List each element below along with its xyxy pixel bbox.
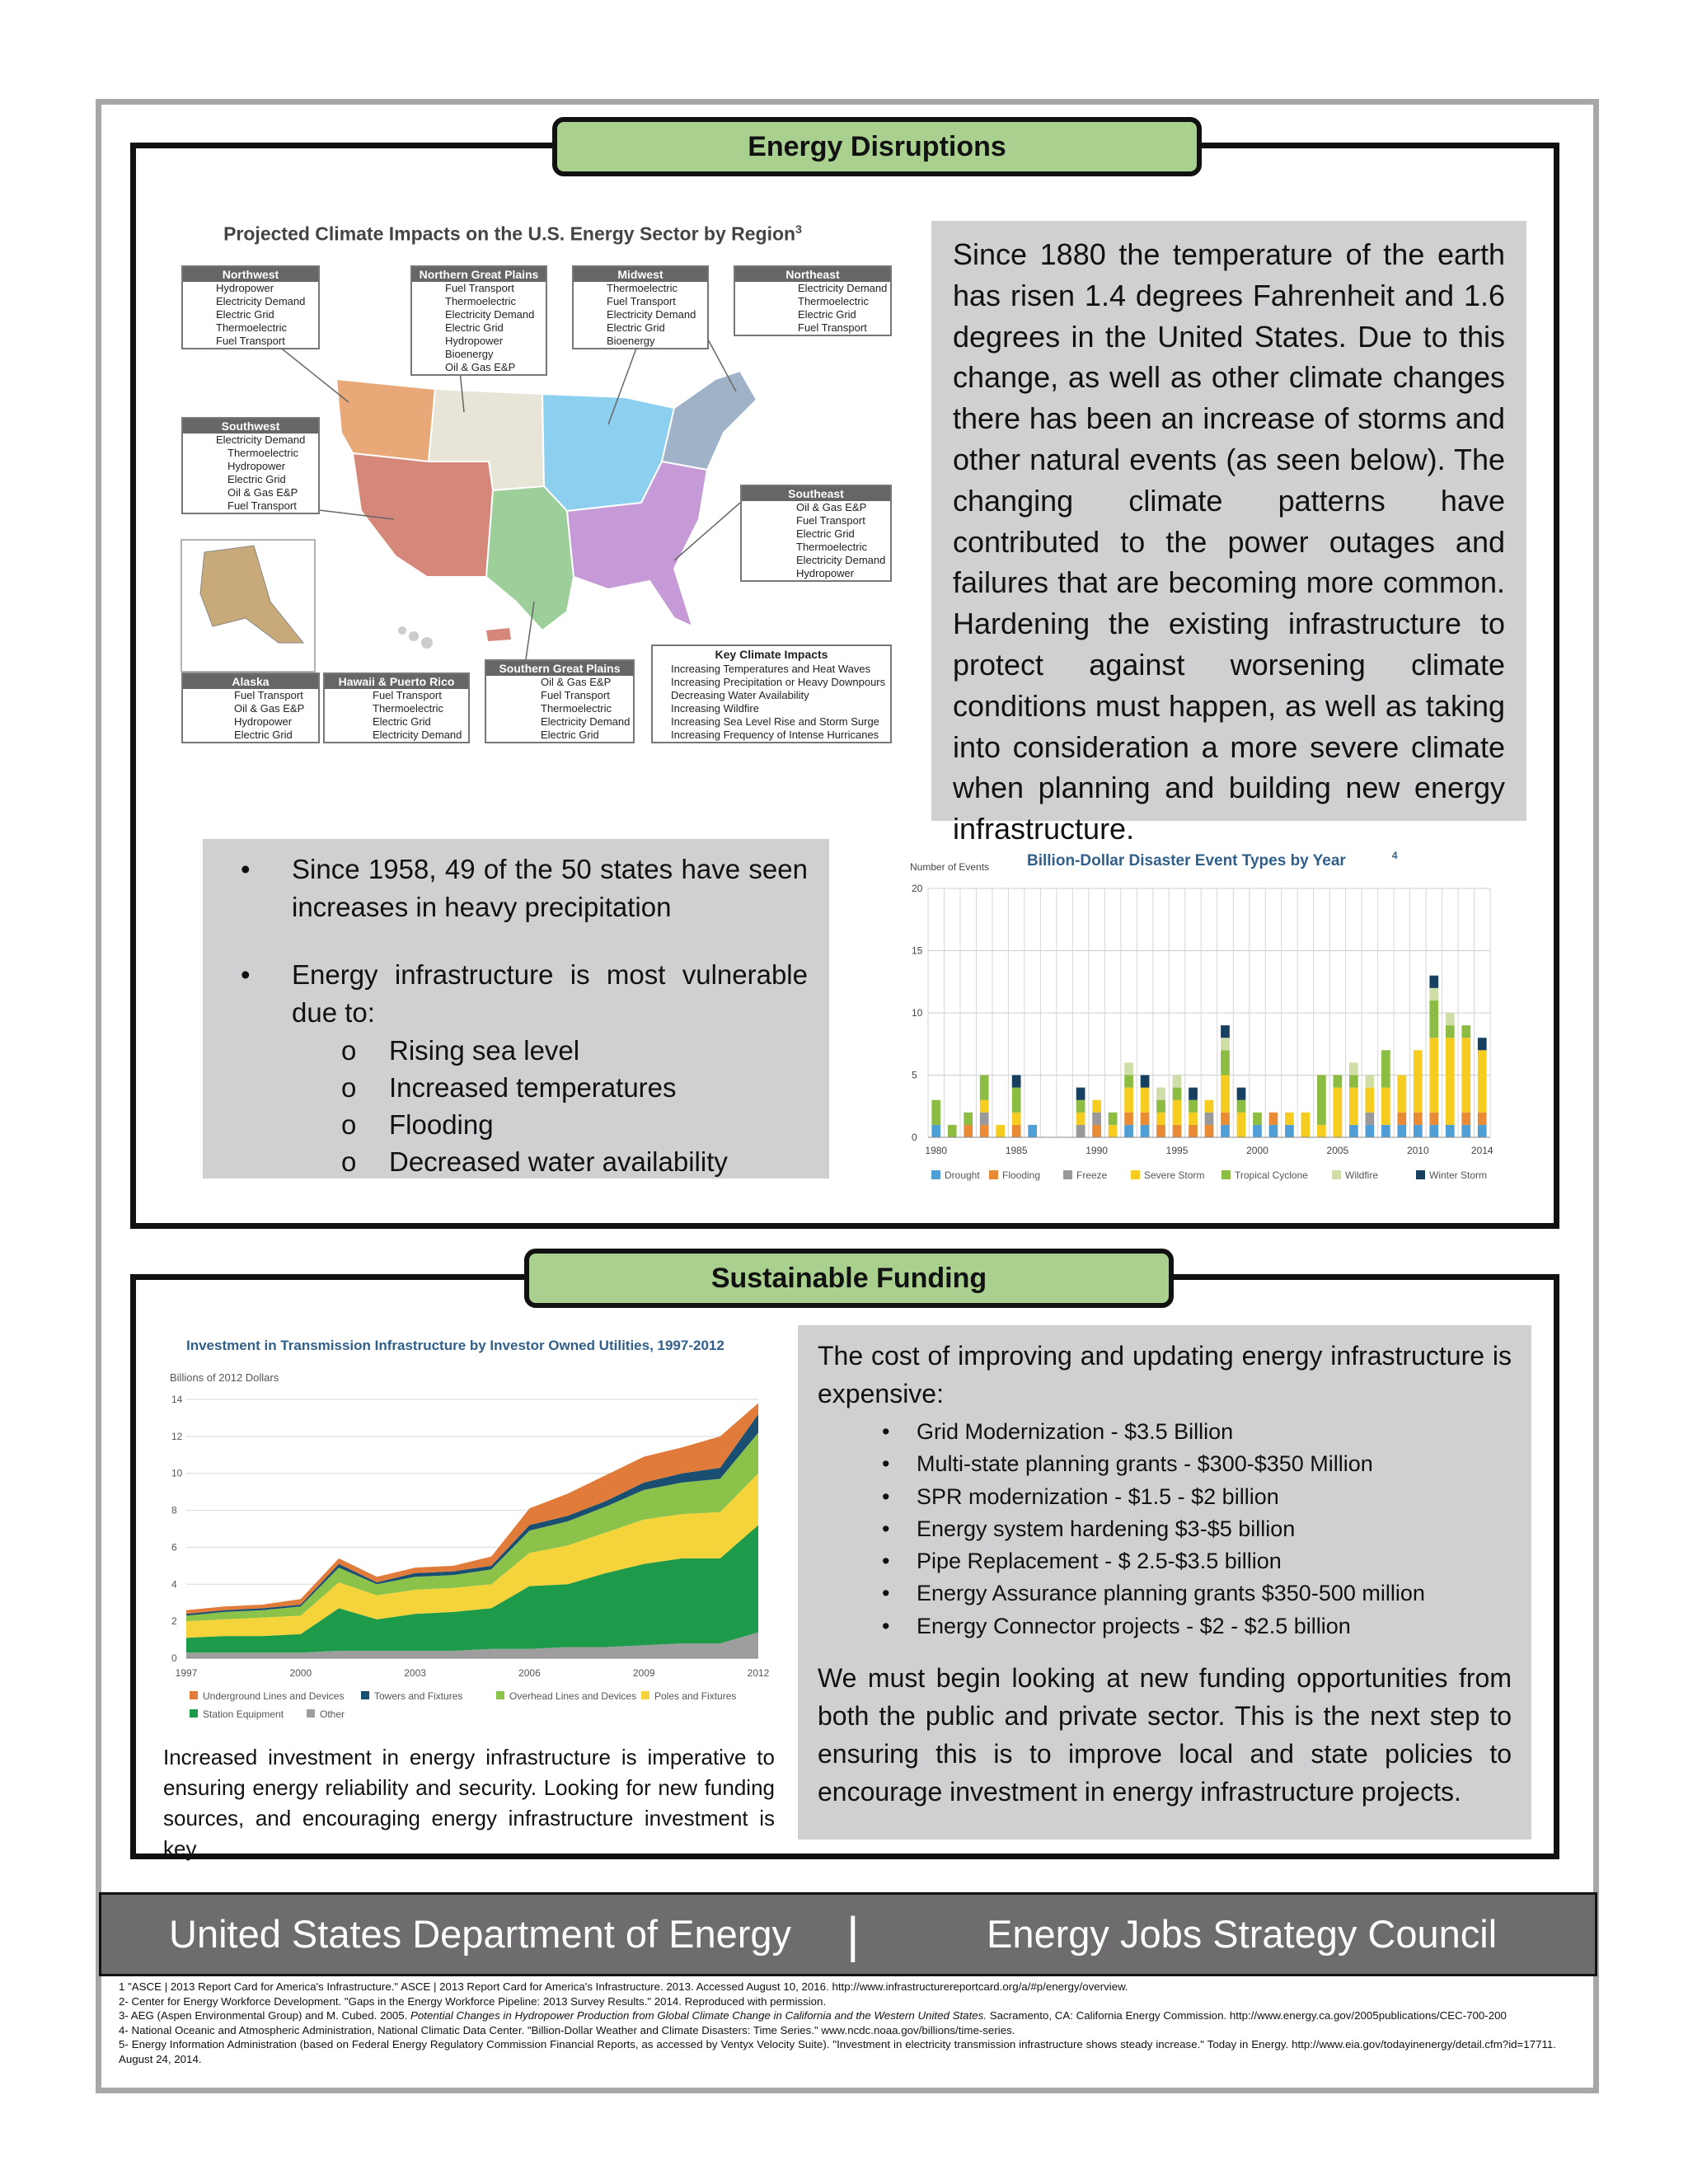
map-title-text: Projected Climate Impacts on the U.S. Energy Sector by Region	[223, 223, 796, 245]
chart1-bar-segment	[1253, 1125, 1262, 1137]
chart1-bar-segment	[1156, 1113, 1165, 1125]
chart1-xtick: 1990	[1085, 1145, 1108, 1156]
chart1-bar-segment	[1269, 1113, 1278, 1125]
region-item: Electric Grid	[216, 308, 274, 321]
chart1-bar-segment	[1237, 1088, 1246, 1100]
footnote-5: 5- Energy Information Administration (based on Federal Energy Regulatory Commission Financial Reports, as accessed by Ventyx Velocity Suite). "Investment in electricity transmission infrastructure shows steady increase." Today in Energy. http://www.eia.gov/todayinenergy/detail.cfm?id=17711. August 24, 2014.	[119, 2038, 1556, 2065]
chart1-bar-segment	[1446, 1125, 1455, 1137]
chart1-bar-segment	[1156, 1125, 1165, 1137]
region-item: Fuel Transport	[445, 282, 514, 294]
chart1-legend-label: Flooding	[1002, 1169, 1041, 1181]
chart2-ytick: 10	[171, 1467, 183, 1479]
footnote-4: 4- National Oceanic and Atmospheric Administration, National Climatic Data Center. "Billion-Dollar Weather and Climate Disasters: Time Series." www.ncdc.noaa.gov/billions/time-series.	[119, 2023, 1015, 2036]
chart1-bar-segment	[1124, 1062, 1133, 1075]
bullet-vulnerable: • Energy infrastructure is most vulnerable due to:	[224, 956, 808, 1032]
region-item: Oil & Gas E&P	[445, 361, 516, 373]
chart1-bar-segment	[1076, 1113, 1085, 1125]
region-item: Thermoelectric	[607, 282, 678, 294]
chart2-xtick: 2009	[632, 1667, 655, 1679]
chart1-bar-segment	[1381, 1050, 1390, 1087]
chart1-bar-segment	[1349, 1062, 1358, 1075]
region-item: Fuel Transport	[234, 689, 303, 701]
chart1-ytick: 5	[912, 1069, 917, 1081]
region-item: Electricity Demand	[607, 308, 696, 321]
chart1-bar-segment	[980, 1100, 989, 1113]
chart2-ytick: 2	[171, 1615, 177, 1628]
chart1-title-ref: 4	[1391, 850, 1398, 861]
footnote-3-c: Sacramento, CA: California Energy Commission. http://www.energy.ca.gov/2005publications/CEC-700-200	[987, 2009, 1507, 2022]
chart1-bar-segment	[1478, 1125, 1487, 1137]
key-climate-impacts	[651, 644, 892, 743]
chart1-bar-segment	[1397, 1113, 1406, 1125]
chart1-bar-segment	[1221, 1125, 1230, 1137]
chart2-legend-swatch	[641, 1691, 649, 1699]
chart1-bar-segment	[1141, 1125, 1150, 1137]
key-item: Increasing Frequency of Intense Hurricanes	[671, 729, 879, 741]
sustainable-funding-heading: Sustainable Funding	[524, 1249, 1174, 1308]
chart2-ytick: 14	[171, 1394, 183, 1405]
region-box-northeast	[734, 265, 892, 336]
chart1-bar-segment	[1429, 1113, 1438, 1125]
chart1-bar-segment	[1397, 1076, 1406, 1113]
sub-bullet-sea-level: o Rising sea level	[224, 1032, 808, 1069]
chart1-bar-segment	[1397, 1125, 1406, 1137]
chart1-bar-segment	[1092, 1125, 1101, 1137]
chart1-bar-segment	[964, 1113, 973, 1125]
chart1-bar-segment	[1317, 1076, 1326, 1125]
key-title: Key Climate Impacts	[715, 648, 828, 661]
region-item: Thermoelectric	[798, 295, 869, 307]
chart1-bar-segment	[1205, 1113, 1214, 1125]
chart1-bar-segment	[964, 1125, 973, 1137]
chart1-bar-segment	[1334, 1088, 1343, 1137]
region-item: Thermoelectric	[227, 447, 298, 459]
chart1-bar-segment	[1414, 1050, 1423, 1113]
region-box-midwest	[572, 265, 709, 349]
region-item: Electric Grid	[445, 321, 504, 334]
footer-separator: |	[846, 1907, 860, 1962]
chart1-bar-segment	[1365, 1113, 1374, 1125]
climate-intro-box	[931, 221, 1526, 846]
region-item: Fuel Transport	[541, 689, 610, 701]
chart1-legend-swatch	[1131, 1170, 1140, 1179]
chart1-bar-segment	[1124, 1125, 1133, 1137]
chart1-bar-segment	[1446, 1038, 1455, 1125]
region-box-hawaii-puerto-rico	[323, 673, 470, 743]
sub-bullet-flooding: o Flooding	[224, 1106, 808, 1143]
chart1-bar-segment	[1365, 1088, 1374, 1113]
footnote-2: 2- Center for Energy Workforce Development. "Gaps in the Energy Workforce Pipeline: 2013 Survey Results." 2014. Reproduced with permission.	[119, 1994, 827, 2008]
cost-item: • Energy system hardening $3-$5 billion	[818, 1513, 1512, 1545]
region-item: Oil & Gas E&P	[796, 501, 867, 513]
region-item: Electric Grid	[798, 308, 856, 321]
map-title	[183, 223, 842, 246]
footnotes	[119, 1980, 1556, 2067]
chart1-bar-segment	[1205, 1125, 1214, 1137]
chart1-bar-segment	[1221, 1038, 1230, 1050]
investment-paragraph: Increased investment in energy infrastructure is imperative to ensuring energy reliability and security. Looking for new funding sources, and encouraging energy infrastructure investment is key.	[163, 1745, 775, 1861]
chart1-bar-segment	[1461, 1038, 1470, 1113]
chart2-ytick: 8	[171, 1504, 177, 1516]
region-item: Thermoelectric	[216, 321, 287, 334]
chart2-legend-label: Poles and Fixtures	[654, 1690, 737, 1702]
chart1-bar-segment	[1334, 1076, 1343, 1088]
chart1-xtick: 2000	[1246, 1145, 1268, 1156]
chart1-xtick: 1995	[1165, 1145, 1189, 1156]
chart1-bar-segment	[931, 1125, 940, 1137]
region-box-southern-great-plains	[485, 659, 635, 743]
key-item: Increasing Temperatures and Heat Waves	[671, 663, 871, 675]
climate-intro-text: Since 1880 the temperature of the earth has risen 1.4 degrees Fahrenheit and 1.6 degrees in the United States. Due to this change, as well as other climate changes there has been an increase of storms and other natural events (as seen below). The changing climate patterns have contributed to the power outages and failures that are becoming more common. Hardening the existing infrastructure to protect against worsening climate conditions must happen, as well as taking into consideration a more severe climate when planning and building new energy infrastructure.	[953, 237, 1505, 846]
cost-item: • Energy Connector projects - $2 - $2.5 billion	[818, 1610, 1512, 1643]
region-item: Oil & Gas E&P	[234, 702, 305, 715]
region-item: Electric Grid	[541, 729, 599, 741]
cost-intro: The cost of improving and updating energy infrastructure is expensive:	[818, 1341, 1512, 1408]
region-item: Hydropower	[227, 460, 286, 472]
disaster-events-chart	[898, 841, 1508, 1195]
region-name: Southern Great Plains	[486, 661, 633, 676]
chart1-bar-segment	[1317, 1125, 1326, 1137]
chart1-bar-segment	[1109, 1125, 1118, 1137]
chart2-ytick: 6	[171, 1541, 177, 1554]
region-item: Bioenergy	[445, 348, 494, 360]
region-box-southwest	[181, 417, 320, 514]
footnote-3-title: Potential Changes in Hydropower Production from Global Climate Change in California and the Western United States.	[410, 2009, 987, 2022]
region-item: Fuel Transport	[798, 321, 867, 334]
region-item: Bioenergy	[607, 335, 655, 347]
chart1-bar-segment	[1349, 1125, 1358, 1137]
region-item: Thermoelectric	[373, 702, 443, 715]
region-box-northern-great-plains	[410, 265, 547, 376]
chart1-bar-segment	[1076, 1088, 1085, 1100]
chart1-bar-segment	[1092, 1100, 1101, 1113]
key-item: Increasing Sea Level Rise and Storm Surge	[671, 715, 879, 728]
region-item: Fuel Transport	[373, 689, 442, 701]
chart1-bar-segment	[1076, 1125, 1085, 1137]
chart2-xtick: 2006	[518, 1667, 541, 1679]
chart1-bar-segment	[1237, 1113, 1246, 1137]
chart1-bar-segment	[1478, 1038, 1487, 1050]
chart1-ytick: 15	[912, 944, 923, 957]
cost-closing: We must begin looking at new funding opportunities from both the public and private sector. This is the next step to ensuring this is to improve local and state policies to encourage investment in energy infrastructure projects.	[818, 1663, 1512, 1807]
chart1-bar-segment	[1124, 1113, 1133, 1125]
chart1-ytick: 10	[912, 1007, 923, 1019]
footer-council: Energy Jobs Strategy Council	[987, 1912, 1498, 1956]
chart1-legend-swatch	[931, 1170, 940, 1179]
cost-item: • Energy Assurance planning grants $350-500 million	[818, 1577, 1512, 1610]
chart1-bar-segment	[1173, 1100, 1182, 1125]
chart2-ytick: 4	[171, 1578, 177, 1591]
region-item: Thermoelectric	[445, 295, 516, 307]
key-item: Increasing Precipitation or Heavy Downpours	[671, 676, 886, 688]
cost-item: • Multi-state planning grants - $300-$350 Million	[818, 1448, 1512, 1480]
chart1-ytick: 0	[912, 1132, 917, 1143]
region-name: Northern Great Plains	[412, 267, 546, 282]
chart1-bar-segment	[1012, 1076, 1021, 1088]
region-item: Electricity Demand	[541, 715, 631, 728]
region-name: Southwest	[183, 419, 318, 434]
region-name: Alaska	[183, 674, 318, 689]
chart2-xtick: 2012	[747, 1667, 770, 1679]
chart1-bar-segment	[1429, 988, 1438, 1001]
chart1-ylabel: Number of Events	[910, 861, 990, 873]
chart1-bar-segment	[948, 1125, 957, 1137]
chart1-bar-segment	[1012, 1125, 1021, 1137]
chart1-legend-label: Wildfire	[1345, 1169, 1379, 1181]
chart2-legend-swatch	[361, 1691, 369, 1699]
region-item: Electric Grid	[373, 715, 431, 728]
chart2-legend-swatch	[190, 1709, 198, 1718]
cost-list	[818, 1416, 1512, 1643]
bullet-precipitation: • Since 1958, 49 of the 50 states have seen increases in heavy precipitation	[224, 851, 808, 926]
chart2-ylabel: Billions of 2012 Dollars	[170, 1371, 279, 1384]
footer-bar	[99, 1892, 1597, 1976]
chart1-bar-segment	[1269, 1125, 1278, 1137]
chart1-bar-segment	[1349, 1088, 1358, 1125]
chart1-bar-segment	[1285, 1125, 1294, 1137]
chart1-bar-segment	[1237, 1100, 1246, 1113]
map-title-ref: 3	[795, 223, 802, 236]
key-item: Increasing Wildfire	[671, 702, 759, 715]
footnote-3-a: 3- AEG (Aspen Environmental Group) and M. Cubed. 2005.	[119, 2009, 411, 2022]
chart2-legend-swatch	[190, 1691, 198, 1699]
chart1-bar-segment	[1109, 1113, 1118, 1125]
chart1-bar-segment	[1092, 1113, 1101, 1125]
chart1-bar-segment	[1478, 1050, 1487, 1113]
region-item: Thermoelectric	[541, 702, 612, 715]
region-item: Hydropower	[445, 335, 504, 347]
chart2-xtick: 2003	[404, 1667, 426, 1679]
chart1-bar-segment	[996, 1125, 1005, 1137]
chart1-bar-segment	[1156, 1088, 1165, 1100]
chart1-bar-segment	[1365, 1076, 1374, 1088]
chart1-bar-segment	[1012, 1113, 1021, 1125]
chart1-bar-segment	[1253, 1113, 1262, 1125]
chart2-xtick: 1997	[175, 1667, 198, 1679]
chart1-bar-segment	[1189, 1113, 1198, 1125]
chart1-legend-label: Severe Storm	[1144, 1169, 1205, 1181]
region-name: Midwest	[574, 267, 707, 282]
region-item: Hydropower	[796, 567, 855, 579]
region-item: Electric Grid	[607, 321, 665, 334]
chart1-legend-swatch	[1332, 1170, 1341, 1179]
footer-doe: United States Department of Energy	[169, 1912, 792, 1956]
footnote-3	[119, 2008, 1556, 2023]
region-name: Hawaii & Puerto Rico	[325, 674, 468, 689]
chart1-bar-segment	[1173, 1076, 1182, 1088]
chart1-legend-label: Freeze	[1076, 1169, 1108, 1181]
region-item: Thermoelectric	[796, 541, 867, 553]
chart1-xtick: 2010	[1406, 1145, 1429, 1156]
region-item: Electricity Demand	[796, 554, 886, 566]
chart1-bar-segment	[1429, 1038, 1438, 1113]
footnote-1: 1 "ASCE | 2013 Report Card for America's Infrastructure." ASCE | 2013 Report Card for America's Infrastructure. 2013. Accessed August 10, 2016. http://www.infrastructurereportcard.org/a/#p/energy/overview.	[119, 1980, 1128, 1993]
chart1-bar-segment	[980, 1125, 989, 1137]
chart1-bar-segment	[1414, 1125, 1423, 1137]
funding-cost-box	[798, 1325, 1531, 1840]
chart1-bar-segment	[1301, 1113, 1311, 1137]
region-item: Hydropower	[234, 715, 293, 728]
cost-item: • SPR modernization - $1.5 - $2 billion	[818, 1481, 1512, 1513]
chart1-bar-segment	[1381, 1088, 1390, 1125]
chart2-legend-swatch	[307, 1709, 315, 1718]
chart2-legend-label: Other	[320, 1708, 345, 1720]
chart2-legend-label: Towers and Fixtures	[374, 1690, 463, 1702]
chart1-bar-segment	[1012, 1088, 1021, 1113]
region-item: Electricity Demand	[216, 295, 306, 307]
chart1-xtick: 1985	[1005, 1145, 1028, 1156]
chart1-bar-segment	[1446, 1013, 1455, 1025]
region-item: Electric Grid	[796, 527, 855, 540]
region-name: Southeast	[742, 486, 890, 501]
chart2-legend-swatch	[496, 1691, 504, 1699]
transmission-investment-chart	[162, 1329, 771, 1732]
chart1-bar-segment	[931, 1100, 940, 1125]
chart1-bar-segment	[1124, 1076, 1133, 1088]
region-item: Fuel Transport	[607, 295, 676, 307]
chart1-bar-segment	[1429, 1001, 1438, 1038]
chart1-bar-segment	[1141, 1113, 1150, 1125]
chart1-legend-swatch	[1221, 1170, 1231, 1179]
chart1-bar-segment	[1461, 1125, 1470, 1137]
chart1-bar-segment	[1189, 1088, 1198, 1100]
chart1-legend-label: Tropical Cyclone	[1235, 1169, 1308, 1181]
chart1-bar-segment	[1221, 1025, 1230, 1038]
chart2-legend-label: Overhead Lines and Devices	[509, 1690, 637, 1702]
region-item: Electric Grid	[227, 473, 286, 485]
region-name: Northeast	[735, 267, 890, 282]
chart2-legend-label: Underground Lines and Devices	[203, 1690, 345, 1702]
chart1-legend-swatch	[1063, 1170, 1072, 1179]
chart1-bar-segment	[1429, 976, 1438, 988]
region-item: Electricity Demand	[216, 434, 306, 446]
chart1-bar-segment	[1446, 1025, 1455, 1038]
region-item: Fuel Transport	[227, 499, 297, 512]
region-item: Electricity Demand	[373, 729, 462, 741]
chart1-legend-swatch	[1416, 1170, 1425, 1179]
chart1-bar-segment	[1156, 1100, 1165, 1113]
chart1-bar-segment	[1141, 1076, 1150, 1088]
chart1-legend-label: Drought	[945, 1169, 980, 1181]
chart1-xtick: 2014	[1470, 1145, 1493, 1156]
chart1-bar-segment	[1189, 1100, 1198, 1113]
chart1-bar-segment	[1189, 1125, 1198, 1137]
region-item: Fuel Transport	[216, 335, 285, 347]
region-item: Electric Grid	[234, 729, 293, 741]
chart1-bar-segment	[1285, 1113, 1294, 1125]
chart1-bar-segment	[1221, 1076, 1230, 1113]
chart1-xtick: 2005	[1326, 1145, 1349, 1156]
chart1-bar-segment	[980, 1076, 989, 1100]
chart1-bar-segment	[1221, 1050, 1230, 1075]
sub-bullet-water: o Decreased water availability	[224, 1143, 808, 1180]
chart1-bar-segment	[980, 1113, 989, 1125]
chart1-bar-segment	[1028, 1125, 1037, 1137]
region-name: Northwest	[183, 267, 318, 282]
chart2-ytick: 12	[171, 1430, 183, 1442]
region-box-northwest	[181, 265, 320, 349]
chart1-bar-segment	[1349, 1076, 1358, 1088]
region-item: Fuel Transport	[796, 514, 865, 527]
chart2-legend-label: Station Equipment	[203, 1708, 284, 1720]
chart1-bar-segment	[1076, 1100, 1085, 1113]
chart1-bar-segment	[1461, 1025, 1470, 1038]
chart1-legend-swatch	[989, 1170, 998, 1179]
cost-item: • Pipe Replacement - $ 2.5-$3.5 billion	[818, 1545, 1512, 1577]
chart1-bar-segment	[1141, 1088, 1150, 1113]
region-item: Electricity Demand	[798, 282, 888, 294]
chart2-title: Investment in Transmission Infrastructure by Investor Owned Utilities, 1997-2012	[186, 1338, 724, 1353]
region-item: Oil & Gas E&P	[227, 486, 298, 499]
vulnerability-box	[203, 839, 829, 1179]
chart1-ytick: 20	[912, 883, 923, 894]
chart1-bar-segment	[1365, 1125, 1374, 1137]
cost-item: • Grid Modernization - $3.5 Billion	[818, 1416, 1512, 1448]
energy-disruptions-heading: Energy Disruptions	[552, 117, 1202, 176]
chart2-ytick: 0	[171, 1652, 177, 1664]
region-item: Electricity Demand	[445, 308, 535, 321]
chart1-bar-segment	[1205, 1100, 1214, 1113]
region-item: Hydropower	[216, 282, 274, 294]
chart1-bar-segment	[1124, 1088, 1133, 1113]
chart1-legend-label: Winter Storm	[1429, 1169, 1488, 1181]
chart1-bar-segment	[1221, 1113, 1230, 1125]
region-box-alaska	[181, 673, 320, 743]
key-item: Decreasing Water Availability	[671, 689, 809, 701]
chart2-xtick: 2000	[289, 1667, 312, 1679]
region-box-southeast	[740, 485, 892, 582]
sub-bullet-temperatures: o Increased temperatures	[224, 1069, 808, 1106]
chart1-bar-segment	[1429, 1125, 1438, 1137]
chart1-xtick: 1980	[925, 1145, 948, 1156]
chart1-bar-segment	[1478, 1113, 1487, 1125]
chart1-bar-segment	[1173, 1088, 1182, 1100]
chart1-bar-segment	[1381, 1125, 1390, 1137]
chart1-bar-segment	[1414, 1113, 1423, 1125]
chart1-bar-segment	[1173, 1125, 1182, 1137]
region-item: Oil & Gas E&P	[541, 676, 612, 688]
chart1-title: Billion-Dollar Disaster Event Types by Year	[1027, 852, 1346, 869]
chart1-bar-segment	[1461, 1113, 1470, 1125]
